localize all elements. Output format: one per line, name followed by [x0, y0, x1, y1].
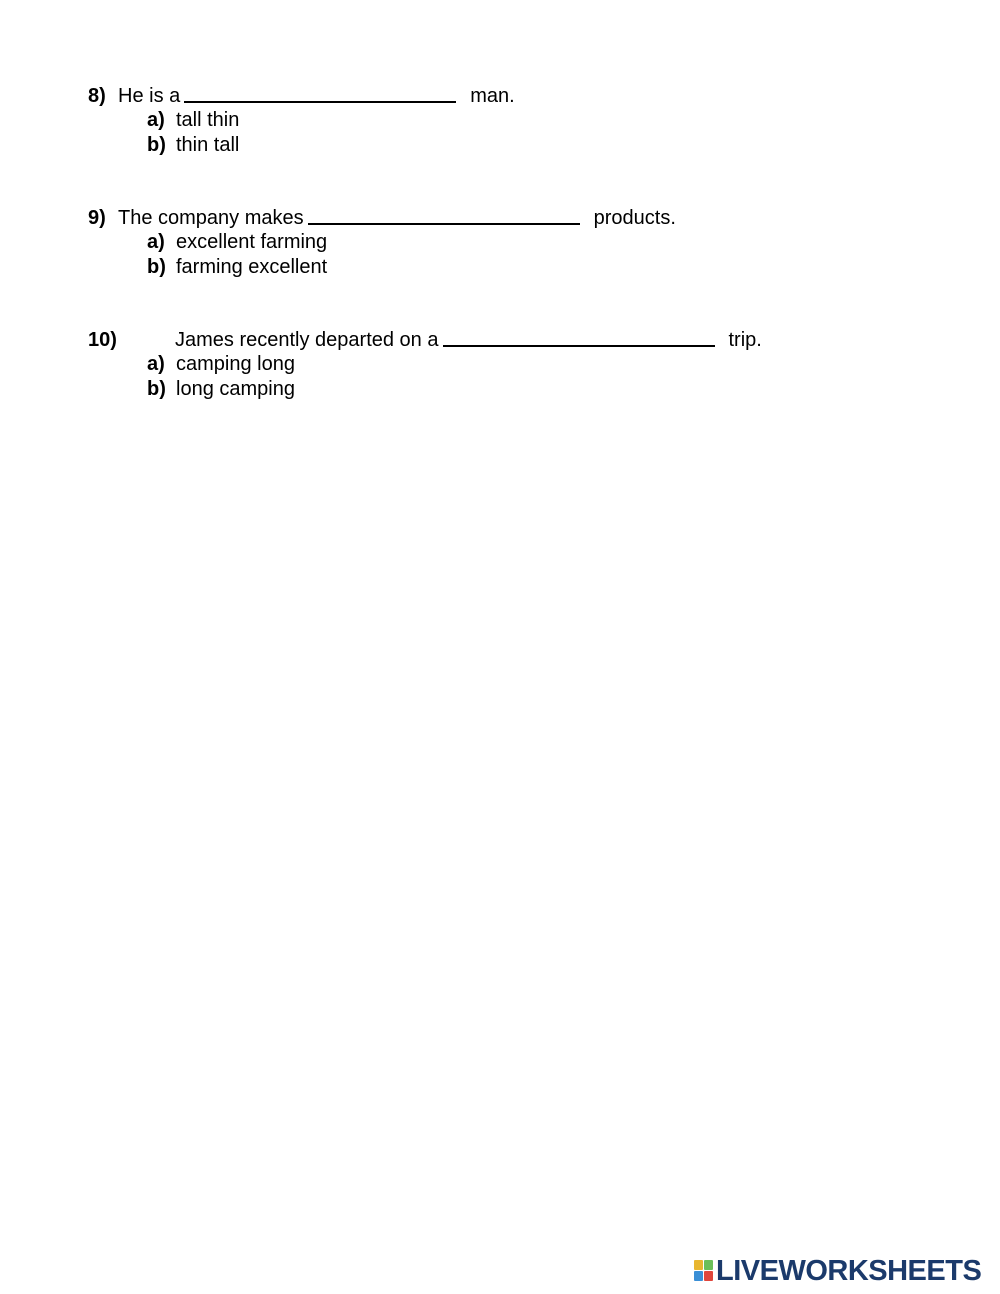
logo-text: LIVEWORKSHEETS [716, 1254, 982, 1287]
option-text: excellent farming [176, 231, 328, 253]
option-b[interactable] [147, 133, 574, 158]
option-text: farming excellent [176, 255, 328, 278]
question-9 [88, 206, 676, 279]
question-number: 10) [88, 329, 117, 351]
liveworksheets-logo [694, 1256, 981, 1286]
question-text-after: products. [593, 207, 676, 229]
question-8 [88, 84, 515, 157]
question-stem [88, 206, 676, 230]
answer-blank[interactable] [184, 101, 456, 103]
option-letter: b) [147, 377, 166, 400]
question-text-before: James recently departed on a [175, 329, 439, 351]
option-letter: b) [147, 255, 166, 278]
option-letter: b) [147, 133, 166, 156]
option-a[interactable] [147, 352, 821, 377]
option-b[interactable] [147, 255, 735, 280]
option-letter: a) [147, 109, 165, 131]
logo-mark-icon [694, 1260, 714, 1282]
option-a[interactable] [147, 230, 735, 255]
question-number: 8) [88, 85, 106, 107]
question-stem [88, 328, 762, 352]
answer-blank[interactable] [308, 223, 580, 225]
option-text: camping long [176, 353, 295, 375]
option-text: thin tall [176, 133, 240, 156]
option-a[interactable] [147, 108, 574, 133]
option-letter: a) [147, 353, 165, 375]
answer-blank[interactable] [443, 345, 715, 347]
question-text-after: man. [470, 85, 515, 107]
question-text-before: He is a [118, 85, 181, 107]
option-letter: a) [147, 231, 165, 253]
question-10 [88, 328, 762, 401]
option-b[interactable] [147, 377, 821, 402]
question-stem [88, 84, 515, 108]
question-number: 9) [88, 207, 106, 229]
option-text: tall thin [176, 109, 240, 131]
question-text-after: trip. [728, 329, 762, 351]
question-text-before: The company makes [118, 207, 304, 229]
option-text: long camping [176, 377, 295, 400]
